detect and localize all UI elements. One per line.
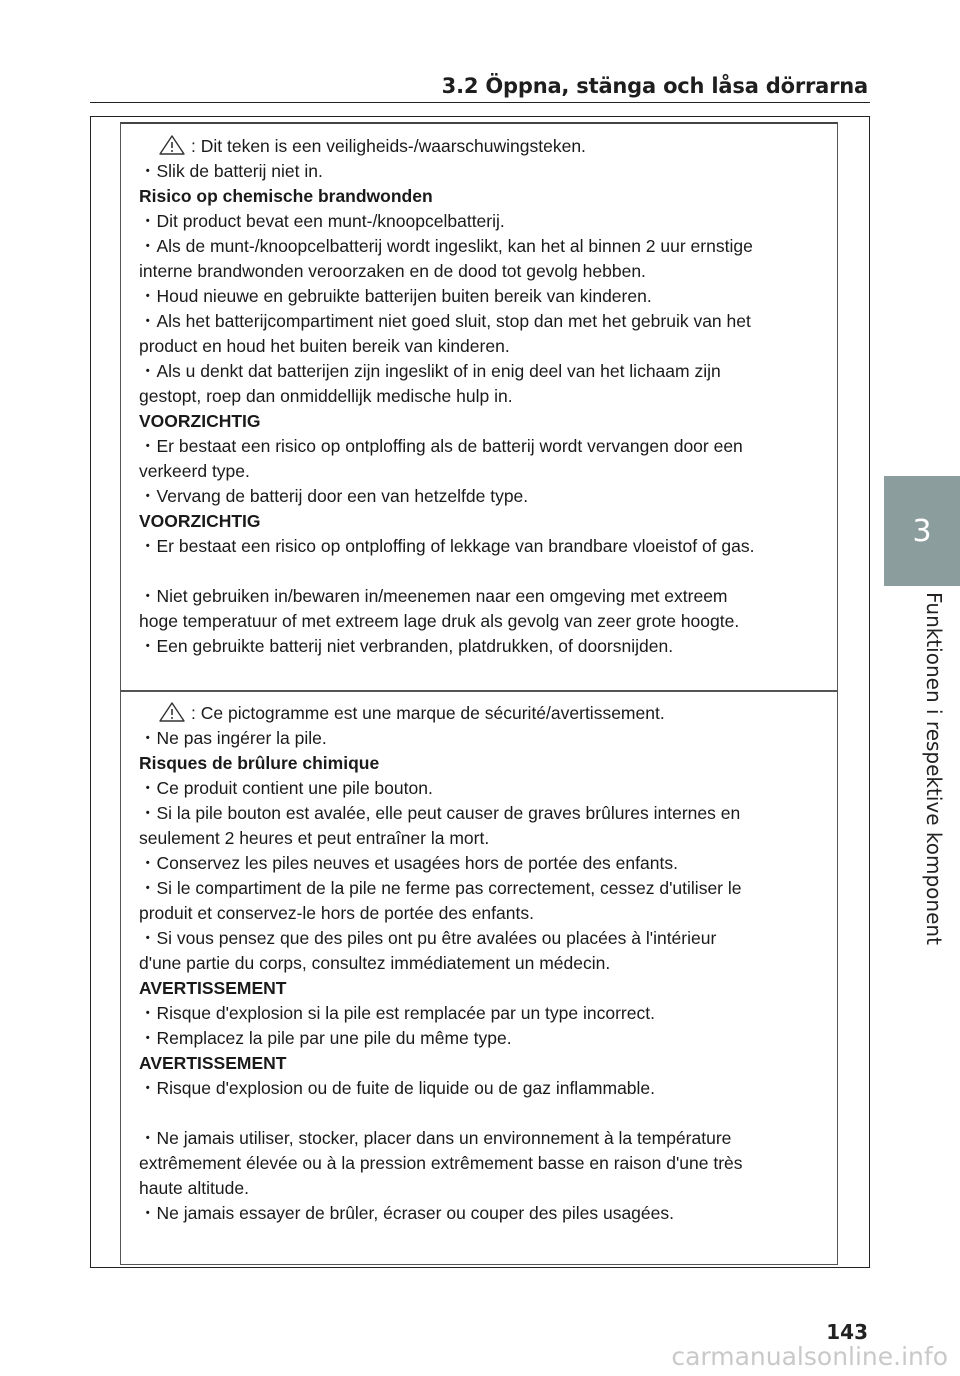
line-text: ・Als de munt-/knoopcelbatterij wordt ingeslikt, kan het al binnen 2 uur ernstige bbox=[139, 236, 753, 256]
line-text: ・Risque d'explosion ou de fuite de liquide ou de gaz inflammable. bbox=[139, 1078, 656, 1098]
text-line bbox=[139, 209, 827, 234]
line-text: ・Als u denkt dat batterijen zijn ingeslikt of in enig deel van het lichaam zijn bbox=[139, 361, 721, 381]
text-line bbox=[139, 309, 827, 334]
line-text: ・Als het batterijcompartiment niet goed sluit, stop dan met het gebruik van het bbox=[139, 311, 751, 331]
text-line bbox=[139, 584, 827, 609]
section-heading bbox=[139, 1051, 827, 1076]
text-line bbox=[139, 1151, 827, 1176]
line-text: ・Ne jamais utiliser, stocker, placer dans un environnement à la température bbox=[139, 1128, 732, 1148]
line-text: interne brandwonden veroorzaken en de dood tot gevolg hebben. bbox=[139, 261, 646, 281]
line-text: ・Houd nieuwe en gebruikte batterijen buiten bereik van kinderen. bbox=[139, 286, 652, 306]
line-text: : Ce pictogramme est une marque de sécurité/avertissement. bbox=[191, 703, 665, 723]
page-number: 143 bbox=[826, 1320, 868, 1344]
text-line bbox=[139, 1076, 827, 1101]
header-rule bbox=[90, 102, 870, 103]
line-text: AVERTISSEMENT bbox=[139, 1053, 287, 1073]
section-heading bbox=[139, 976, 827, 1001]
text-line bbox=[139, 1001, 827, 1026]
line-text: ・Si le compartiment de la pile ne ferme pas correctement, cessez d'utiliser le bbox=[139, 878, 742, 898]
line-text: ・Een gebruikte batterij niet verbranden, platdrukken, of doorsnijden. bbox=[139, 636, 674, 656]
text-line bbox=[139, 484, 827, 509]
line-text: d'une partie du corps, consultez immédiatement un médecin. bbox=[139, 953, 611, 973]
text-line bbox=[139, 284, 827, 309]
line-text: product en houd het buiten bereik van kinderen. bbox=[139, 336, 510, 356]
section-heading bbox=[139, 509, 827, 534]
line-text: seulement 2 heures et peut entraîner la mort. bbox=[139, 828, 490, 848]
line-text: ・Si la pile bouton est avalée, elle peut causer de graves brûlures internes en bbox=[139, 803, 741, 823]
page-header-title: 3.2 Öppna, stänga och låsa dörrarna bbox=[441, 74, 868, 98]
line-text: VOORZICHTIG bbox=[139, 411, 261, 431]
text-line bbox=[139, 259, 827, 284]
line-text: ・Remplacez la pile par une pile du même type. bbox=[139, 1028, 512, 1048]
line-text: ・Ne pas ingérer la pile. bbox=[139, 728, 327, 748]
line-text: VOORZICHTIG bbox=[139, 511, 261, 531]
line-text: ・Risque d'explosion si la pile est remplacée par un type incorrect. bbox=[139, 1003, 655, 1023]
line-text: haute altitude. bbox=[139, 1178, 249, 1198]
chapter-tab: 3 bbox=[884, 476, 960, 586]
french-warning-box bbox=[120, 690, 838, 1265]
paragraph-gap bbox=[139, 559, 827, 584]
line-text: gestopt, roep dan onmiddellijk medische hulp in. bbox=[139, 386, 513, 406]
text-line bbox=[139, 359, 827, 384]
text-line bbox=[139, 434, 827, 459]
text-line bbox=[139, 876, 827, 901]
text-line bbox=[139, 134, 827, 159]
text-line bbox=[139, 634, 827, 659]
line-text: ・Vervang de batterij door een van hetzelfde type. bbox=[139, 486, 529, 506]
line-text: produit et conservez-le hors de portée des enfants. bbox=[139, 903, 534, 923]
line-text: ・Conservez les piles neuves et usagées hors de portée des enfants. bbox=[139, 853, 678, 873]
watermark: carmanualsonline.info bbox=[671, 1342, 948, 1371]
text-line bbox=[139, 726, 827, 751]
text-line bbox=[139, 534, 827, 559]
text-line bbox=[139, 901, 827, 926]
chapter-title-vertical: Funktionen i respektive komponent bbox=[922, 592, 946, 945]
warning-triangle-icon bbox=[159, 702, 185, 722]
text-line bbox=[139, 1176, 827, 1201]
dutch-warning-text bbox=[139, 134, 827, 659]
text-line bbox=[139, 384, 827, 409]
text-line bbox=[139, 776, 827, 801]
line-text: ・Si vous pensez que des piles ont pu être avalées ou placées à l'intérieur bbox=[139, 928, 717, 948]
line-text: ・Er bestaat een risico op ontploffing als de batterij wordt vervangen door een bbox=[139, 436, 743, 456]
paragraph-gap bbox=[139, 1101, 827, 1126]
text-line bbox=[139, 826, 827, 851]
line-text: ・Ne jamais essayer de brûler, écraser ou couper des piles usagées. bbox=[139, 1203, 674, 1223]
text-line bbox=[139, 334, 827, 359]
section-heading bbox=[139, 184, 827, 209]
text-line bbox=[139, 926, 827, 951]
text-line bbox=[139, 951, 827, 976]
section-heading bbox=[139, 409, 827, 434]
text-line bbox=[139, 1026, 827, 1051]
line-text: AVERTISSEMENT bbox=[139, 978, 287, 998]
warning-triangle-icon bbox=[159, 135, 185, 155]
line-text: ・Ce produit contient une pile bouton. bbox=[139, 778, 433, 798]
text-line bbox=[139, 1201, 827, 1226]
text-line bbox=[139, 159, 827, 184]
line-text: verkeerd type. bbox=[139, 461, 250, 481]
section-heading bbox=[139, 751, 827, 776]
line-text: hoge temperatuur of met extreem lage druk als gevolg van zeer grote hoogte. bbox=[139, 611, 740, 631]
line-text: : Dit teken is een veiligheids-/waarschuwingsteken. bbox=[191, 136, 586, 156]
text-line bbox=[139, 1126, 827, 1151]
line-text: Risico op chemische brandwonden bbox=[139, 186, 433, 206]
line-text: ・Slik de batterij niet in. bbox=[139, 161, 323, 181]
text-line bbox=[139, 801, 827, 826]
dutch-warning-box bbox=[120, 122, 838, 692]
french-warning-text bbox=[139, 701, 827, 1226]
text-line bbox=[139, 459, 827, 484]
text-line bbox=[139, 701, 827, 726]
line-text: Risques de brûlure chimique bbox=[139, 753, 380, 773]
text-line bbox=[139, 851, 827, 876]
text-line bbox=[139, 609, 827, 634]
text-line bbox=[139, 234, 827, 259]
line-text: ・Niet gebruiken in/bewaren in/meenemen naar een omgeving met extreem bbox=[139, 586, 728, 606]
line-text: ・Dit product bevat een munt-/knoopcelbatterij. bbox=[139, 211, 505, 231]
line-text: ・Er bestaat een risico op ontploffing of lekkage van brandbare vloeistof of gas. bbox=[139, 536, 755, 556]
line-text: extrêmement élevée ou à la pression extrêmement basse en raison d'une très bbox=[139, 1153, 743, 1173]
